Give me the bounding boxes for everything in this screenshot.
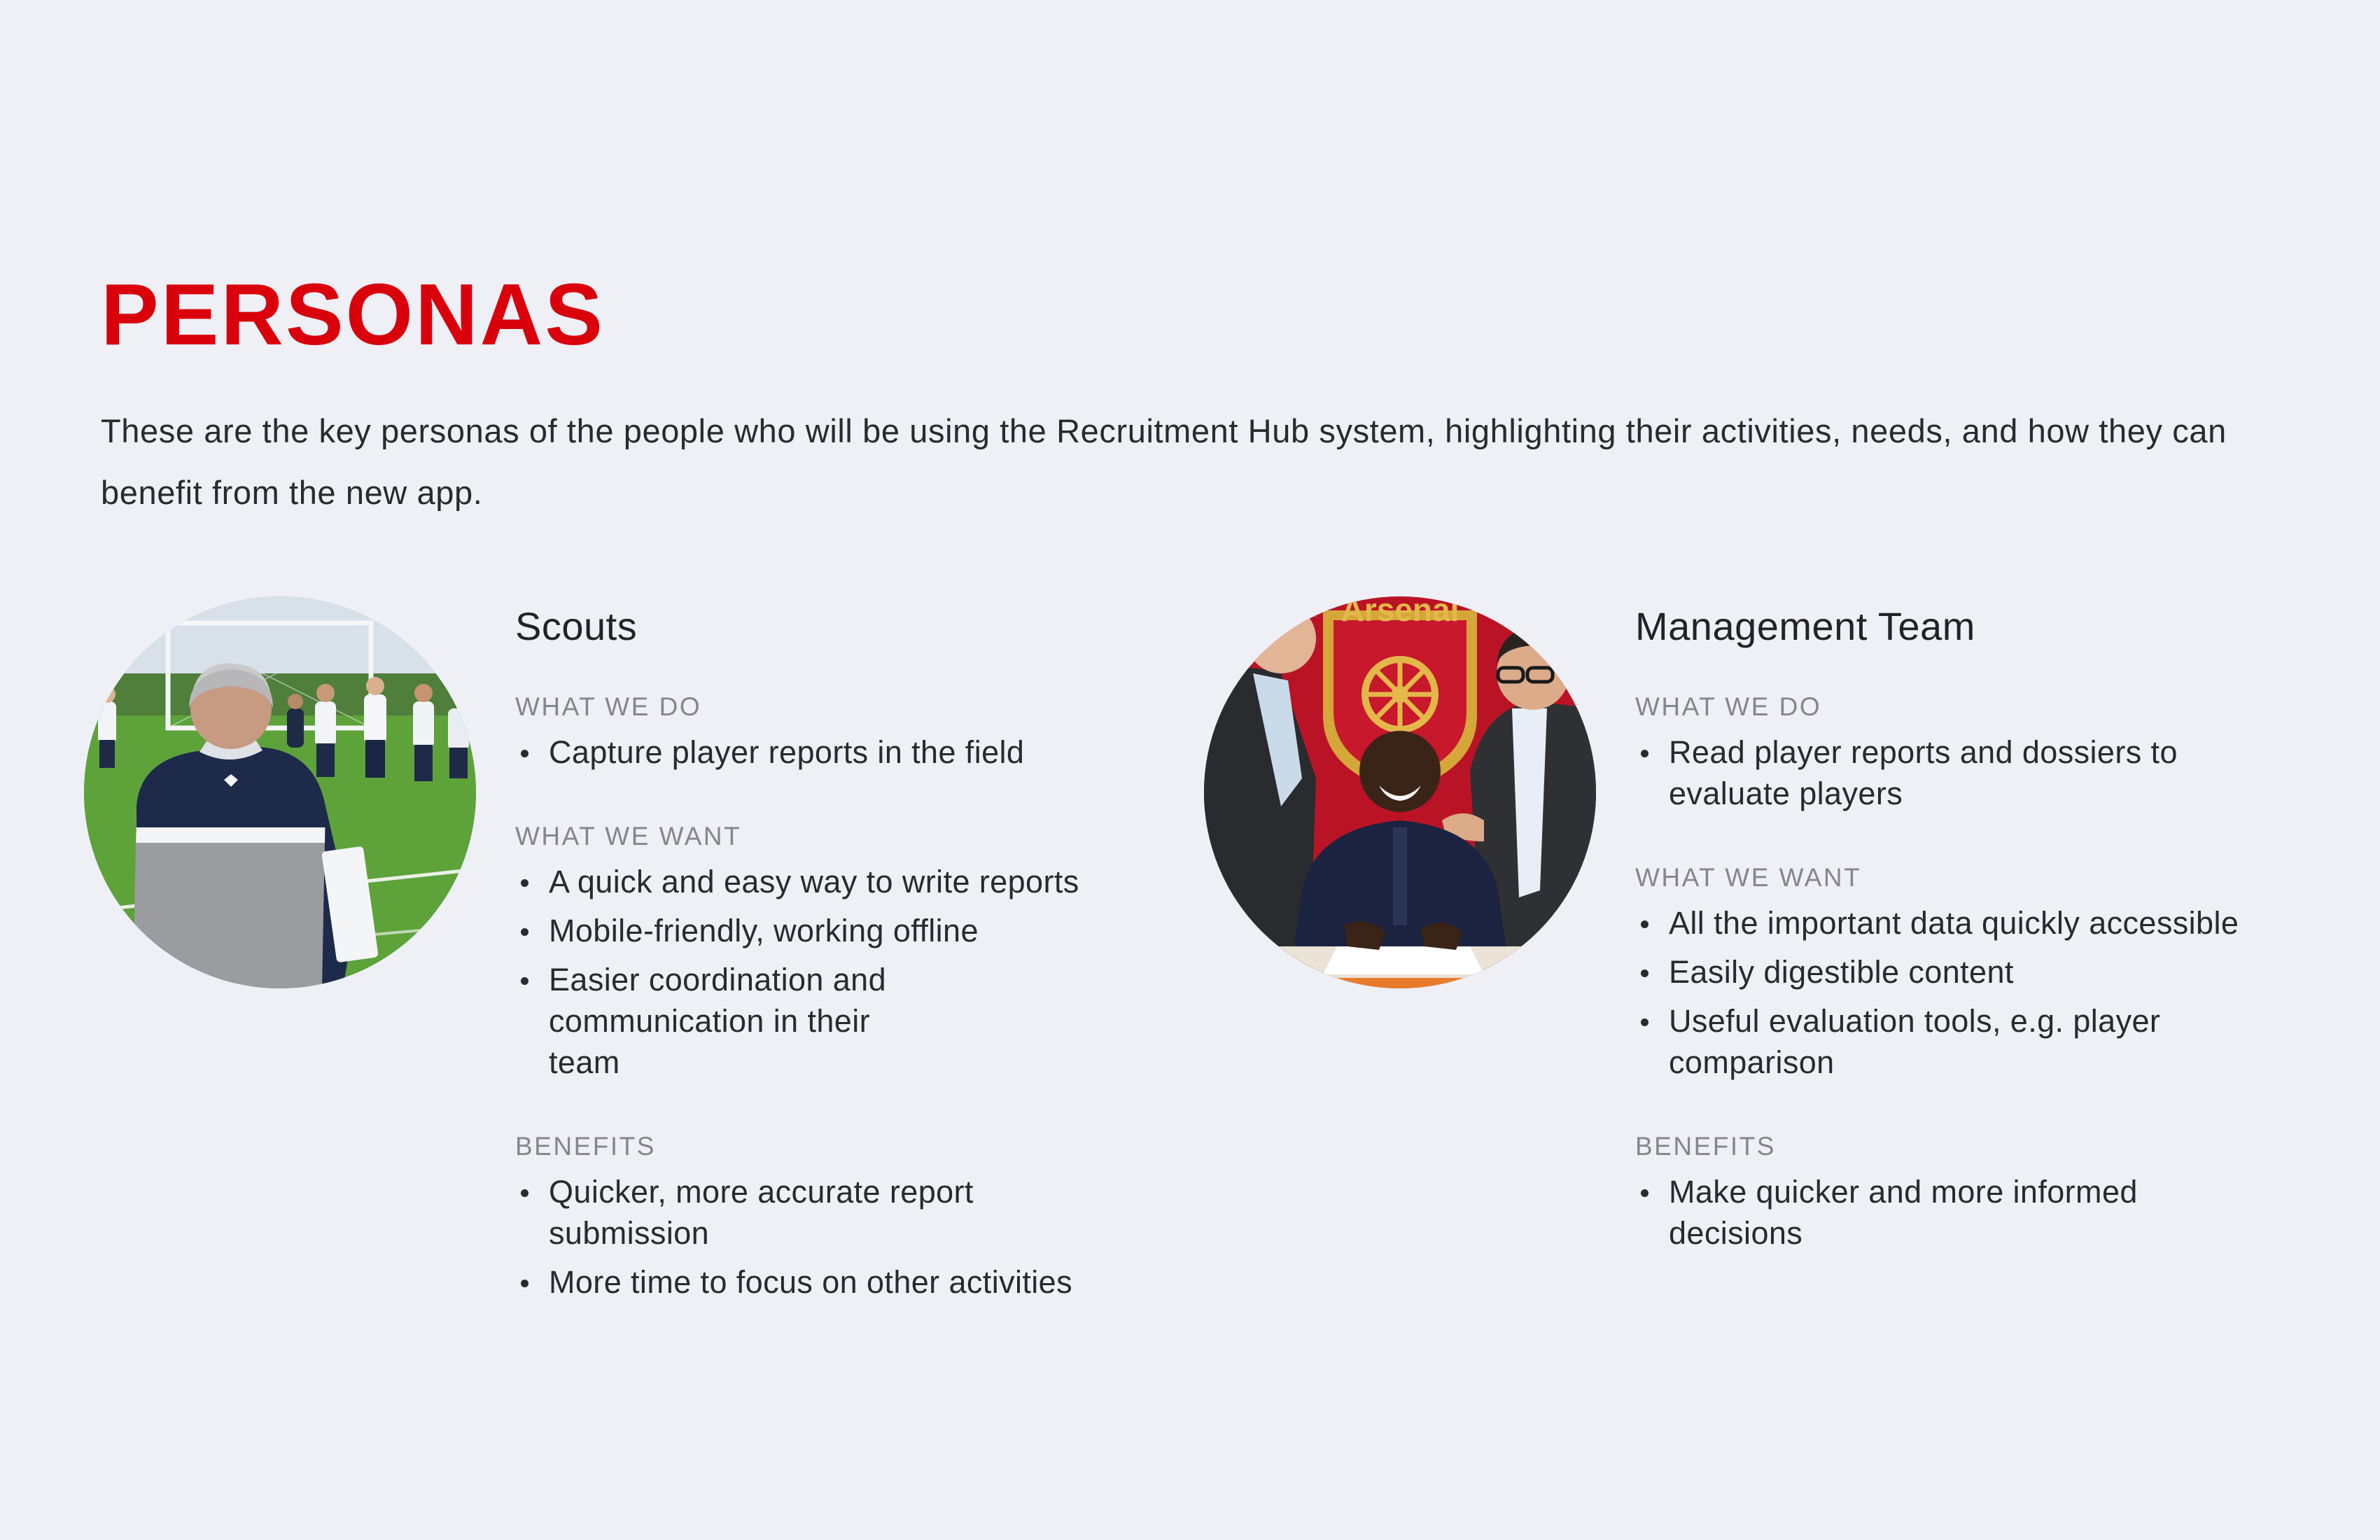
list-item: Easily digestible content <box>1635 951 2342 993</box>
list-item: Read player reports and dossiers to evaluate players <box>1635 732 2187 814</box>
what-we-want-list <box>515 861 1173 1083</box>
crest-sign-text: Arsenal <box>1340 596 1460 628</box>
section-label-what-we-do: WHAT WE DO <box>515 692 702 721</box>
management-photo <box>1204 596 1596 988</box>
section-label-benefits: BENEFITS <box>515 1132 656 1161</box>
list-item: Mobile-friendly, working offline <box>515 910 1173 951</box>
scout-photo <box>84 596 476 988</box>
section-label-what-we-want: WHAT WE WANT <box>515 822 742 850</box>
list-item: Quicker, more accurate report submission <box>515 1171 1039 1254</box>
persona-name: Management Team <box>1635 604 1975 648</box>
section-label-what-we-want: WHAT WE WANT <box>1635 863 1862 892</box>
list-item: Capture player reports in the field <box>515 732 1173 773</box>
persona-name: Scouts <box>515 604 638 648</box>
section-label-benefits: BENEFITS <box>1635 1132 1776 1161</box>
benefits-list <box>515 1171 1173 1303</box>
benefits-list <box>1635 1171 2342 1254</box>
list-item: A quick and easy way to write reports <box>515 861 1173 902</box>
persona-card-management-team <box>1635 598 2342 1261</box>
what-we-want-list <box>1635 902 2342 1083</box>
section-label-what-we-do: WHAT WE DO <box>1635 692 1822 721</box>
page-title: PERSONAS <box>101 267 605 363</box>
intro-paragraph: These are the key personas of the people who will be using the Recruitment Hub system, highlighting their activities, needs, and how they can benefit from the new app. <box>101 412 2227 511</box>
what-we-do-list <box>1635 732 2342 814</box>
list-item: Easier coordination and communication in their team <box>515 959 941 1083</box>
list-item: All the important data quickly accessible <box>1635 902 2342 944</box>
list-item: Make quicker and more informed decisions <box>1635 1171 2215 1254</box>
persona-card-scouts <box>515 598 1173 1310</box>
what-we-do-list <box>515 732 1173 773</box>
list-item: More time to focus on other activities <box>515 1261 1173 1303</box>
list-item: Useful evaluation tools, e.g. player comparison <box>1635 1000 2229 1083</box>
